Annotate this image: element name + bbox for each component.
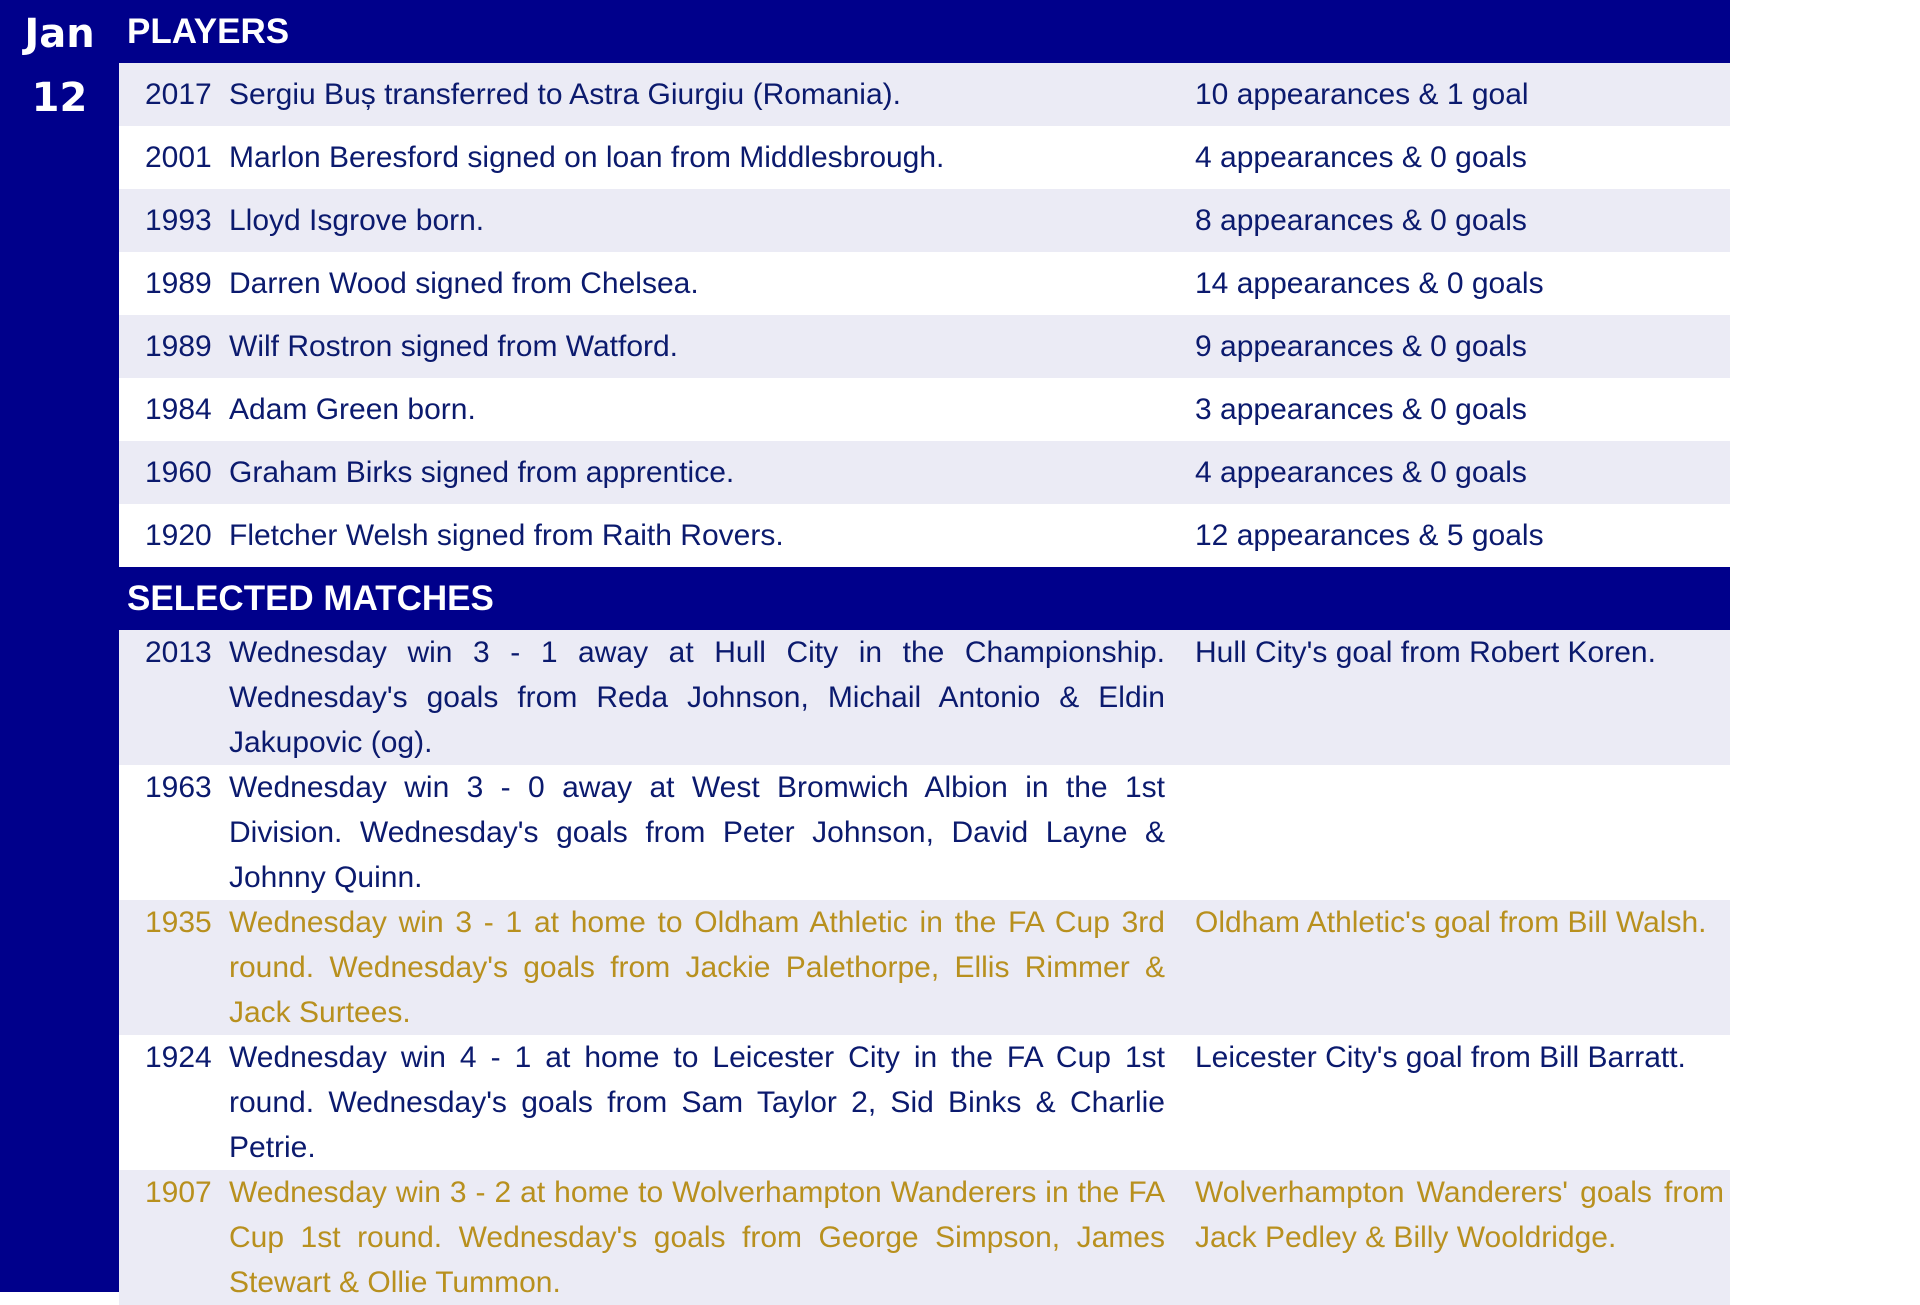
player-event: Fletcher Welsh signed from Raith Rovers. [229, 518, 784, 552]
player-year: 1993 [145, 203, 212, 237]
player-row [119, 126, 1730, 189]
match-opponent-goals: Oldham Athletic's goal from Bill Walsh. [1195, 906, 1707, 939]
player-stats: 8 appearances & 0 goals [1195, 203, 1527, 237]
match-description: Wednesday win 3 - 1 away at Hull City in the Championship. Wednesday's goals from Reda Johnson, Michail Antonio & Eldin Jakupovic (og). [229, 636, 1165, 759]
match-year: 1924 [145, 1041, 212, 1074]
player-row [119, 378, 1730, 441]
player-stats: 14 appearances & 0 goals [1195, 266, 1544, 300]
player-row [119, 441, 1730, 504]
player-event: Adam Green born. [229, 392, 476, 426]
player-row [119, 63, 1730, 126]
match-opponent-goals: Leicester City's goal from Bill Barratt. [1195, 1041, 1686, 1074]
player-row [119, 252, 1730, 315]
date-day: 12 [31, 75, 88, 121]
match-row-cup [119, 1170, 1730, 1305]
player-year: 1989 [145, 329, 212, 363]
player-year: 1920 [145, 518, 212, 552]
player-year: 1989 [145, 266, 212, 300]
date-column [0, 0, 119, 1292]
players-header: PLAYERS [119, 0, 1730, 63]
player-event: Graham Birks signed from apprentice. [229, 455, 735, 489]
match-row [119, 1035, 1730, 1170]
match-row [119, 630, 1730, 765]
matches-header: SELECTED MATCHES [119, 567, 1730, 630]
player-stats: 12 appearances & 5 goals [1195, 518, 1544, 552]
match-row [119, 765, 1730, 900]
player-row [119, 504, 1730, 567]
player-event: Lloyd Isgrove born. [229, 203, 485, 237]
player-stats: 10 appearances & 1 goal [1195, 77, 1529, 111]
match-description: Wednesday win 3 - 1 at home to Oldham Athletic in the FA Cup 3rd round. Wednesday's goals from Jackie Palethorpe, Ellis Rimmer & Jack Surtees. [229, 906, 1165, 1029]
match-description: Wednesday win 3 - 2 at home to Wolverhampton Wanderers in the FA Cup 1st round. Wednesday's goals from George Simpson, James Stewart & Ollie Tummon. [229, 1176, 1165, 1299]
match-year: 1935 [145, 906, 212, 939]
match-description: Wednesday win 3 - 0 away at West Bromwich Albion in the 1st Division. Wednesday's goals from Peter Johnson, David Layne & Johnny Quinn. [229, 771, 1165, 894]
match-year: 1907 [145, 1176, 212, 1209]
player-stats: 4 appearances & 0 goals [1195, 140, 1527, 174]
match-year: 1963 [145, 771, 212, 804]
player-year: 1960 [145, 455, 212, 489]
player-row [119, 189, 1730, 252]
player-event: Darren Wood signed from Chelsea. [229, 266, 699, 300]
player-stats: 4 appearances & 0 goals [1195, 455, 1527, 489]
player-year: 2017 [145, 77, 212, 111]
player-year: 1984 [145, 392, 212, 426]
player-stats: 3 appearances & 0 goals [1195, 392, 1527, 426]
player-row [119, 315, 1730, 378]
match-year: 2013 [145, 636, 212, 669]
player-year: 2001 [145, 140, 212, 174]
player-event: Marlon Beresford signed on loan from Middlesbrough. [229, 140, 945, 174]
match-opponent-goals: Hull City's goal from Robert Koren. [1195, 636, 1656, 669]
player-stats: 9 appearances & 0 goals [1195, 329, 1527, 363]
match-description: Wednesday win 4 - 1 at home to Leicester City in the FA Cup 1st round. Wednesday's goals from Sam Taylor 2, Sid Binks & Charlie Petrie. [229, 1041, 1165, 1164]
date-month: Jan [24, 11, 95, 57]
players-list [119, 63, 1730, 567]
content [119, 0, 1730, 1305]
matches-list [119, 630, 1730, 1305]
match-row-cup [119, 900, 1730, 1035]
player-event: Sergiu Buș transferred to Astra Giurgiu (Romania). [229, 77, 901, 111]
match-opponent-goals: Wolverhampton Wanderers' goals from Jack Pedley & Billy Wooldridge. [1195, 1176, 1724, 1254]
player-event: Wilf Rostron signed from Watford. [229, 329, 679, 363]
